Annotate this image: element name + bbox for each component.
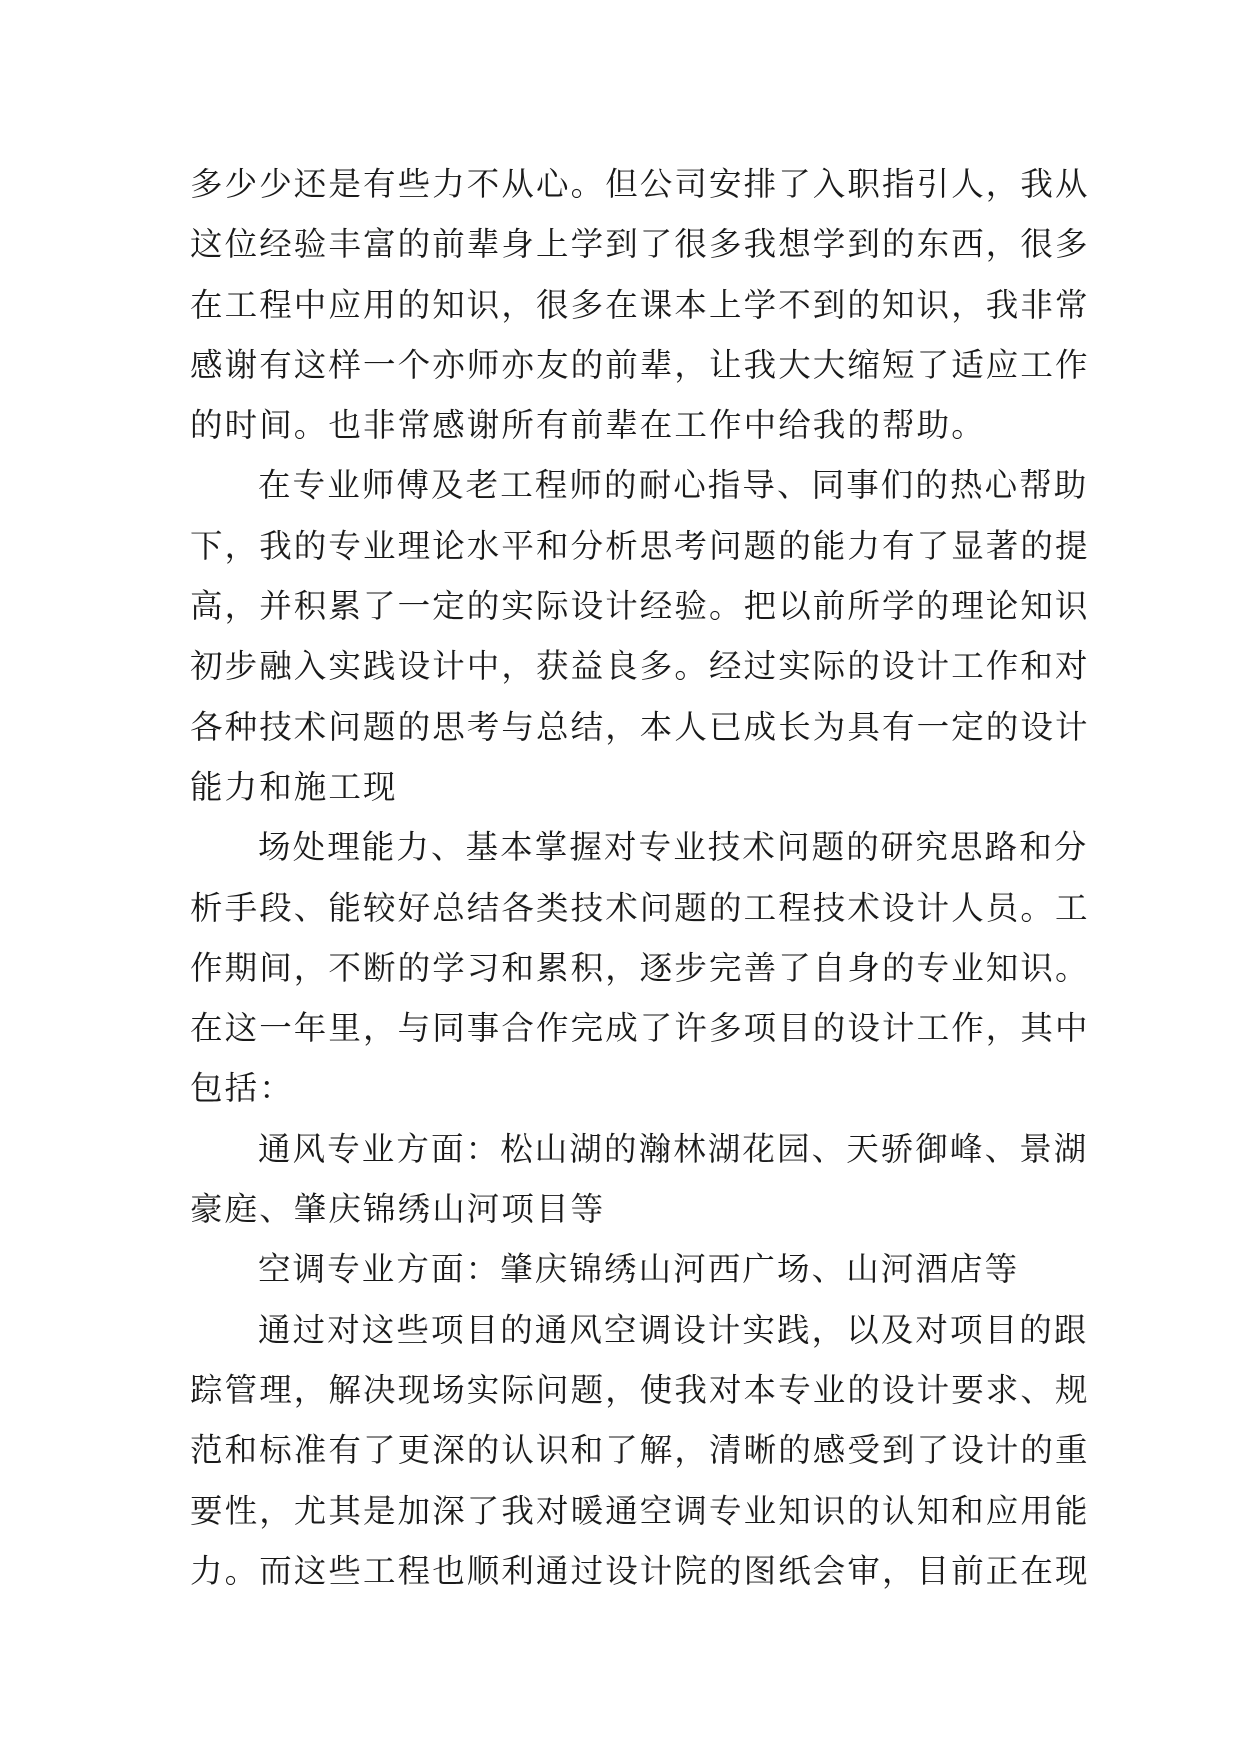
text-line: 在专业师傅及老工程师的耐心指导、同事们的热心帮助 xyxy=(258,466,1089,505)
text-line: 感谢有这样一个亦师亦友的前辈，让我大大缩短了适应工作 xyxy=(190,345,1090,384)
text-line: 高，并积累了一定的实际设计经验。把以前所学的理论知识 xyxy=(190,587,1090,626)
text-line: 范和标准有了更深的认识和了解，清晰的感受到了设计的重 xyxy=(190,1431,1090,1470)
text-line: 的时间。也非常感谢所有前辈在工作中给我的帮助。 xyxy=(190,406,986,445)
text-line: 力。而这些工程也顺利通过设计院的图纸会审，目前正在现 xyxy=(190,1551,1090,1590)
text-line: 在工程中应用的知识，很多在课本上学不到的知识，我非常 xyxy=(190,285,1090,324)
text-line: 豪庭、肇庆锦绣山河项目等 xyxy=(190,1190,606,1229)
text-line: 多少少还是有些力不从心。但公司安排了入职指引人，我从 xyxy=(190,165,1090,203)
text-line: 作期间，不断的学习和累积，逐步完善了自身的专业知识。 xyxy=(190,948,1090,987)
text-line: 析手段、能较好总结各类技术问题的工程技术设计人员。工 xyxy=(190,888,1090,927)
text-line: 通风专业方面：松山湖的瀚林湖花园、天骄御峰、景湖 xyxy=(258,1129,1089,1168)
text-line: 各种技术问题的思考与总结，本人已成长为具有一定的设计 xyxy=(190,707,1090,746)
text-line: 踪管理，解决现场实际问题，使我对本专业的设计要求、规 xyxy=(190,1370,1090,1409)
text-line: 场处理能力、基本掌握对专业技术问题的研究思路和分 xyxy=(258,828,1089,867)
text-line: 空调专业方面：肇庆锦绣山河西广场、山河酒店等 xyxy=(258,1250,1020,1289)
text-line: 在这一年里，与同事合作完成了许多项目的设计工作，其中 xyxy=(190,1009,1090,1048)
text-line: 包括： xyxy=(190,1069,294,1108)
text-line: 通过对这些项目的通风空调设计实践，以及对项目的跟 xyxy=(258,1310,1089,1349)
text-line: 这位经验丰富的前辈身上学到了很多我想学到的东西，很多 xyxy=(190,225,1090,264)
text-line: 要性，尤其是加深了我对暖通空调专业知识的认知和应用能 xyxy=(190,1491,1090,1530)
text-line: 能力和施工现 xyxy=(190,767,398,806)
text-line: 下，我的专业理论水平和分析思考问题的能力有了显著的提 xyxy=(190,526,1090,565)
text-line: 初步融入实践设计中，获益良多。经过实际的设计工作和对 xyxy=(190,647,1090,686)
document-body xyxy=(190,154,1090,1601)
